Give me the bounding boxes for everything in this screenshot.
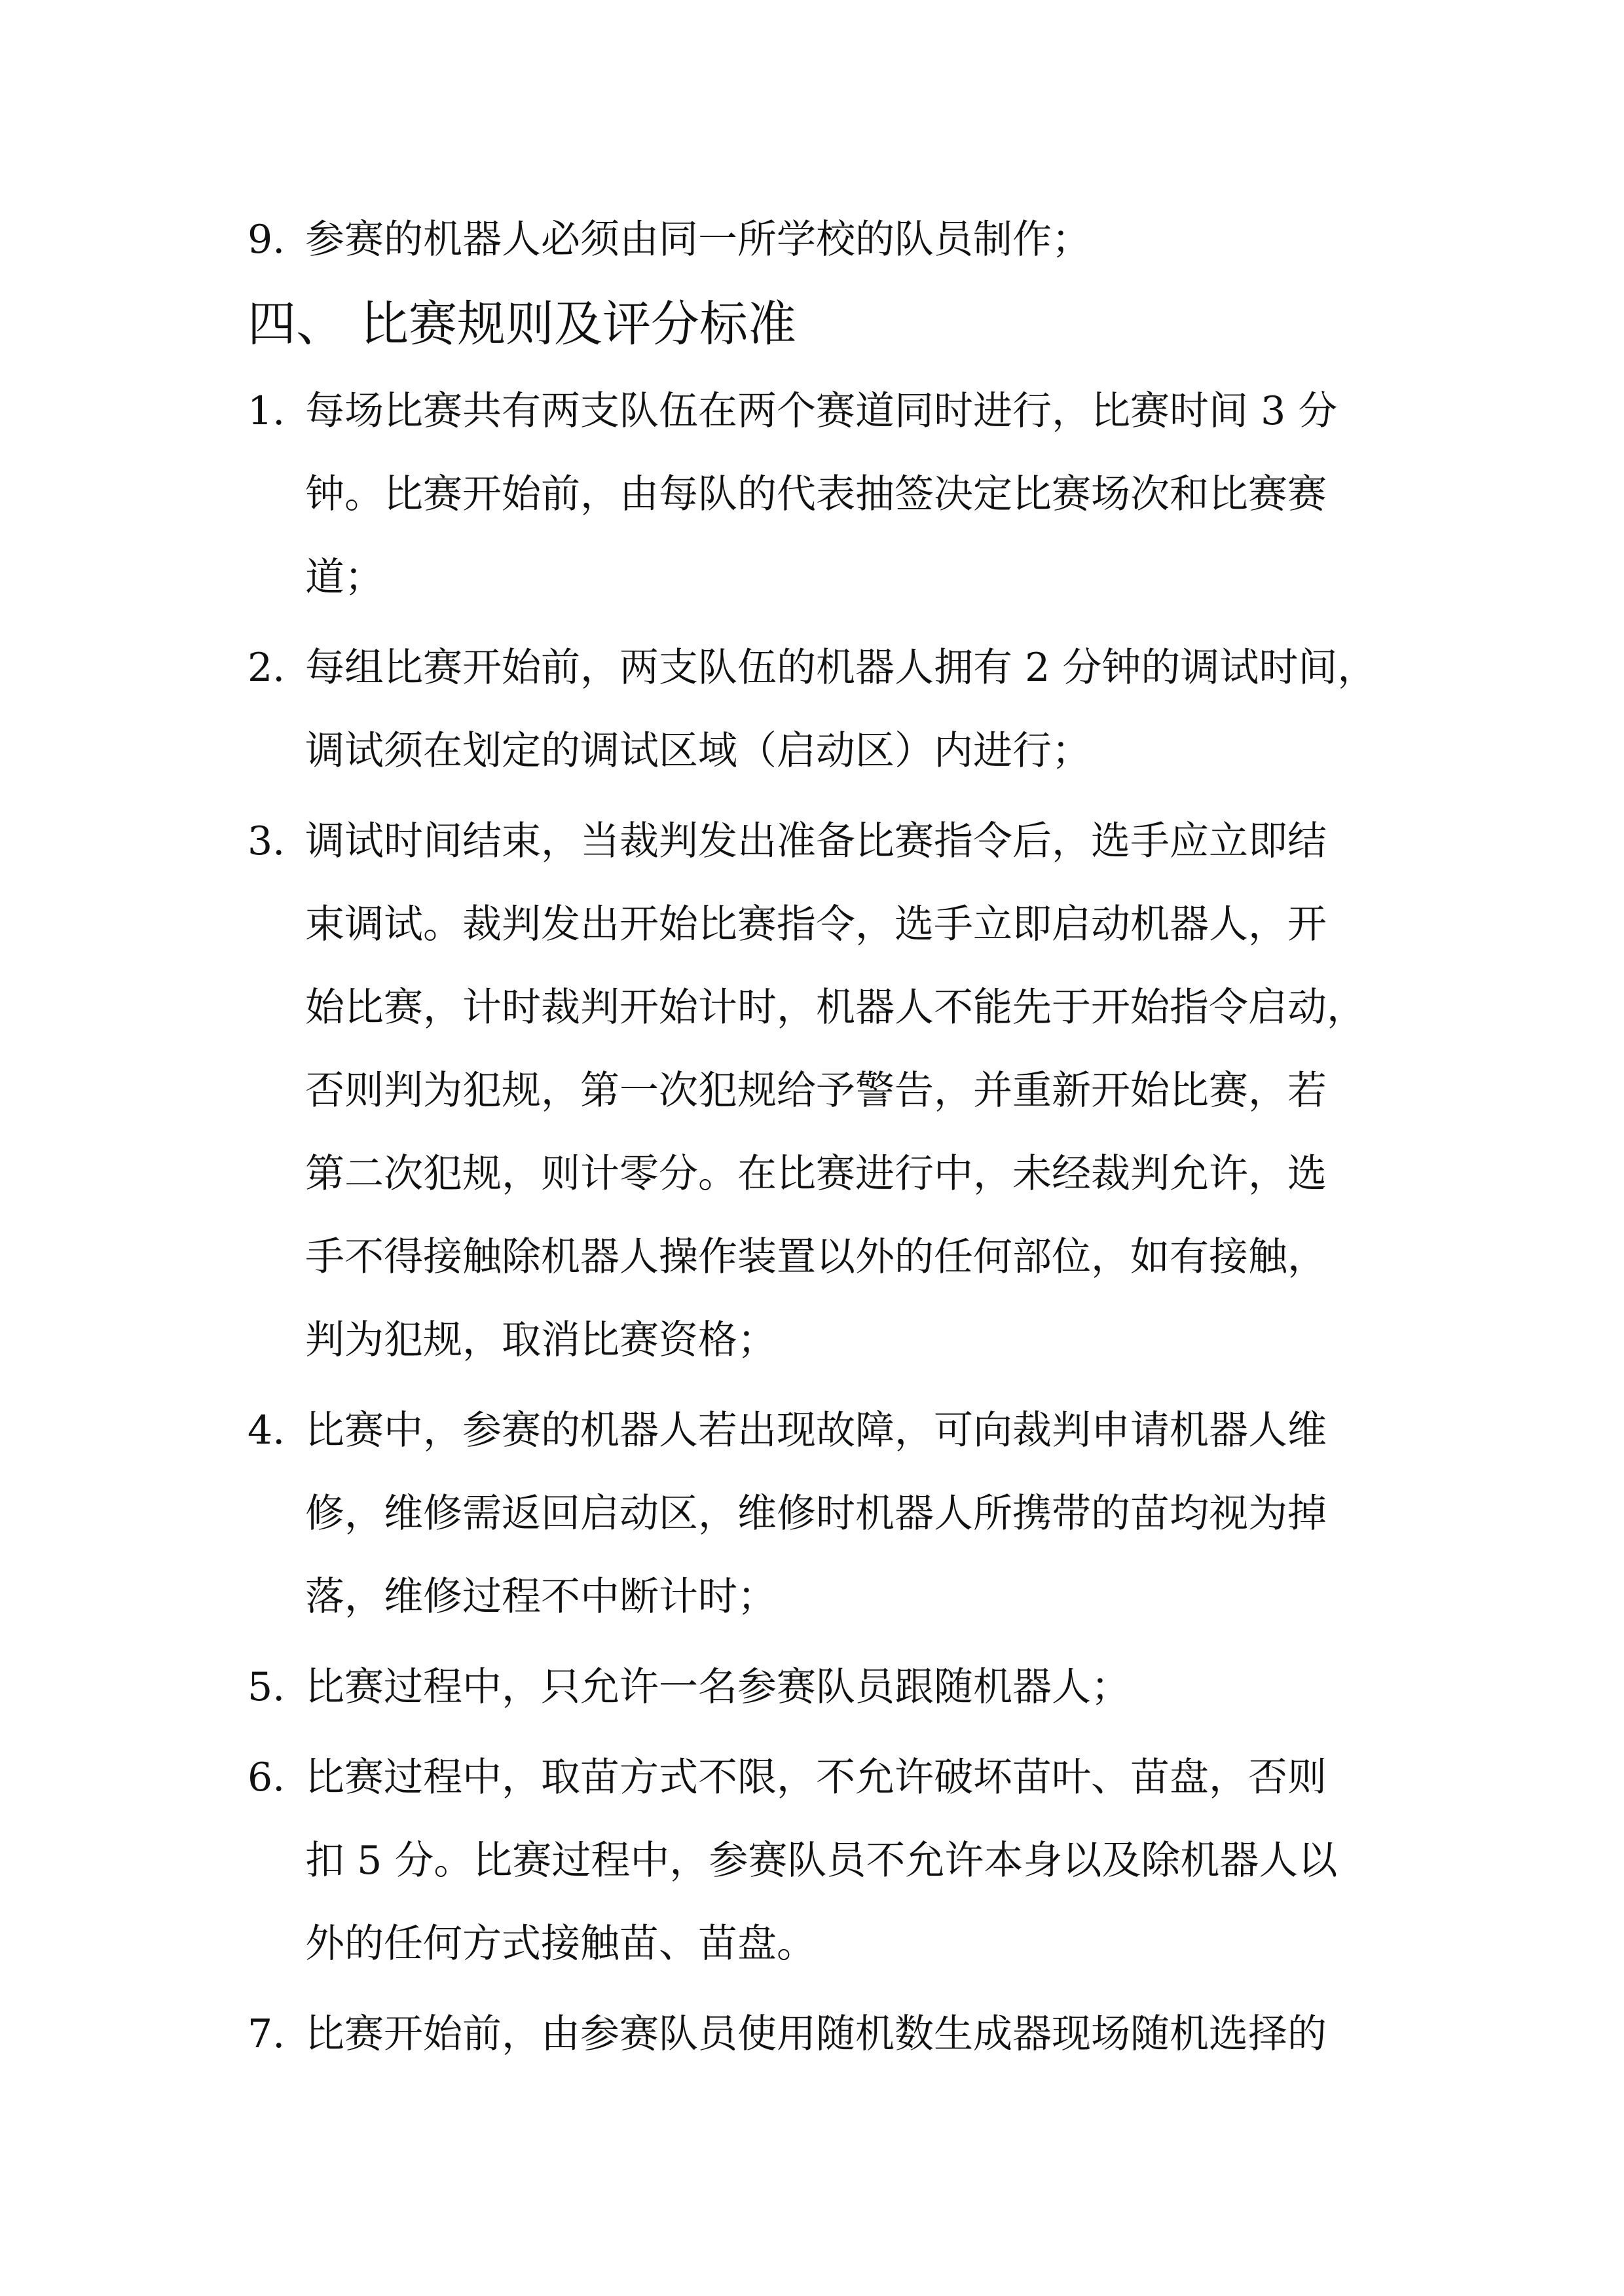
list-item-number: 7.: [248, 2011, 286, 2057]
list-item-text: 修，维修需返回启动区，维修时机器人所携带的苗均视为掉: [305, 1491, 1327, 1537]
list-item-text: 外的任何方式接触苗、苗盘。: [305, 1921, 816, 1967]
list-item-text: 始比赛，计时裁判开始计时，机器人不能先于开始指令启动，: [305, 985, 1366, 1030]
list-item-number: 9.: [248, 217, 286, 263]
list-item-number: 3.: [248, 818, 286, 864]
list-item-text: 第二次犯规，则计零分。在比赛进行中，未经裁判允许，选: [305, 1151, 1327, 1197]
list-item-text: 判为犯规，取消比赛资格；: [305, 1317, 777, 1363]
list-item-text: 否则判为犯规，第一次犯规给予警告，并重新开始比赛，若: [305, 1068, 1327, 1114]
list-item-text: 落，维修过程不中断计时；: [305, 1574, 777, 1620]
list-item-text: 比赛过程中，取苗方式不限，不允许破坏苗叶、苗盘，否则: [305, 1755, 1327, 1800]
list-item-text: 扣 5 分。比赛过程中，参赛队员不允许本身以及除机器人以: [305, 1838, 1338, 1884]
list-item-text: 比赛中，参赛的机器人若出现故障，可向裁判申请机器人维: [305, 1408, 1327, 1453]
list-item-text: 每场比赛共有两支队伍在两个赛道同时进行，比赛时间 3 分: [305, 388, 1338, 434]
list-item-text: 调试时间结束，当裁判发出准备比赛指令后，选手应立即结: [305, 818, 1327, 864]
list-item-text: 调试须在划定的调试区域（启动区）内进行；: [305, 728, 1091, 774]
list-item-text: 钟。比赛开始前，由每队的代表抽签决定比赛场次和比赛赛: [305, 471, 1327, 517]
list-item-number: 4.: [248, 1408, 286, 1453]
section-heading: [248, 295, 796, 354]
list-item-number: 6.: [248, 1755, 286, 1800]
list-item-text: 道；: [305, 555, 384, 600]
list-item-text: 比赛开始前，由参赛队员使用随机数生成器现场随机选择的: [305, 2011, 1327, 2057]
list-item-number: 5.: [248, 1664, 286, 1710]
list-item-text: 每组比赛开始前，两支队伍的机器人拥有 2 分钟的调试时间，: [305, 645, 1377, 691]
list-item-number: 2.: [248, 645, 286, 691]
section-heading-title: 比赛规则及评分标准: [360, 296, 796, 352]
section-heading-number: 四、: [248, 296, 344, 352]
list-item-text: 手不得接触除机器人操作装置以外的任何部位，如有接触，: [305, 1234, 1327, 1280]
list-item-number: 1.: [248, 388, 286, 434]
list-item-text: 比赛过程中，只允许一名参赛队员跟随机器人；: [305, 1664, 1130, 1710]
list-item-text: 束调试。裁判发出开始比赛指令，选手立即启动机器人，开: [305, 902, 1327, 947]
list-item-text: 参赛的机器人必须由同一所学校的队员制作；: [305, 217, 1091, 263]
